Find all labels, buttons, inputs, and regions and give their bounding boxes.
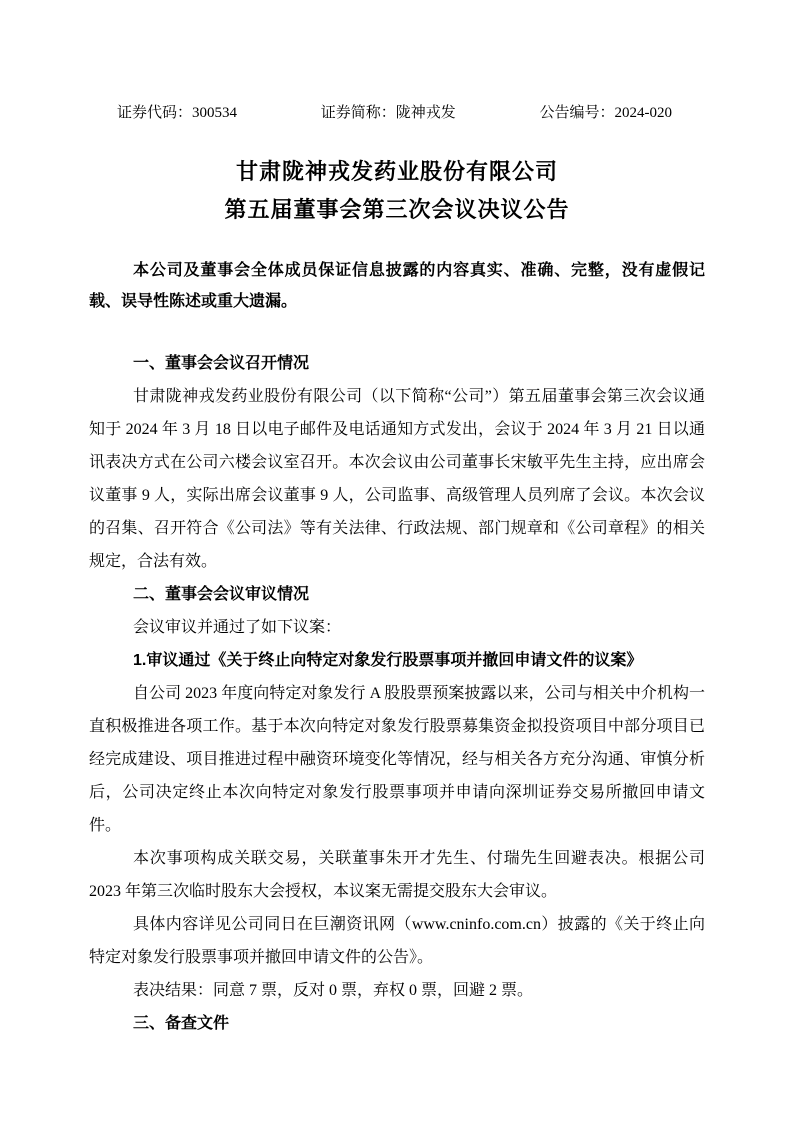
section-2-intro: 会议审议并通过了如下议案： xyxy=(133,619,342,636)
document-subtitle: 第五届董事会第三次会议决议公告 xyxy=(224,197,570,222)
section-2-heading: 二、董事会会议审议情况 xyxy=(133,586,310,603)
proposal-1-paragraph-3: 具体内容详见公司同日在巨潮资讯网（www.cninfo.com.cn）披露的《关于终止向特定对象发行股票事项并撤回申请文件的公告》。 xyxy=(89,916,705,966)
stock-abbreviation: 证券简称：陇神戎发 xyxy=(320,105,456,121)
section-3-heading: 三、备查文件 xyxy=(133,1015,230,1032)
stock-code: 证券代码：300534 xyxy=(117,105,238,121)
proposal-1-paragraph-2: 本次事项构成关联交易，关联董事朱开才先生、付瑞先生回避表决。根据公司 2023 年第三次临时股东大会授权，本议案无需提交股东大会审议。 xyxy=(89,850,705,900)
disclaimer-statement: 本公司及董事会全体成员保证信息披露的内容真实、准确、完整，没有虚假记载、误导性陈述或重大遗漏。 xyxy=(89,262,705,310)
company-title: 甘肃陇神戎发药业股份有限公司 xyxy=(235,159,558,184)
proposal-1-paragraph-1: 自公司 2023 年度向特定对象发行 A 股股票预案披露以来，公司与相关中介机构一直积极推进各项工作。基于本次向特定对象发行股票募集资金拟投资项目中部分项目已经完成建设、项目推进过程中融资环境变化等情况，经与相关各方充分沟通、审慎分析后，公司决定终止本次向特定对象发行股票事项并申请向深圳证券交易所撤回申请文件。 xyxy=(89,685,705,834)
announcement-number: 公告编号：2024-020 xyxy=(539,105,672,121)
proposal-1-title: 1.审议通过《关于终止向特定对象发行股票事项并撤回申请文件的议案》 xyxy=(133,652,643,669)
proposal-1-vote-result: 表决结果：同意 7 票，反对 0 票，弃权 0 票，回避 2 票。 xyxy=(133,982,534,999)
section-1-paragraph: 甘肃陇神戎发药业股份有限公司（以下简称“公司”）第五届董事会第三次会议通知于 2024 年 3 月 18 日以电子邮件及电话通知方式发出，会议于 2024 年 3 月 21 日以通讯表决方式在公司六楼会议室召开。本次会议由公司董事长宋敏平先生主持，应出席会议董事 9 人，实际出席会议董事 9 人，公司监事、高级管理人员列席了会议。本次会议的召集、召开符合《公司法》等有关法律、行政法规、部门规章和《公司章程》的相关规定，合法有效。 xyxy=(89,388,705,570)
section-1-heading: 一、董事会会议召开情况 xyxy=(133,355,310,372)
document-header-row xyxy=(89,0,705,122)
